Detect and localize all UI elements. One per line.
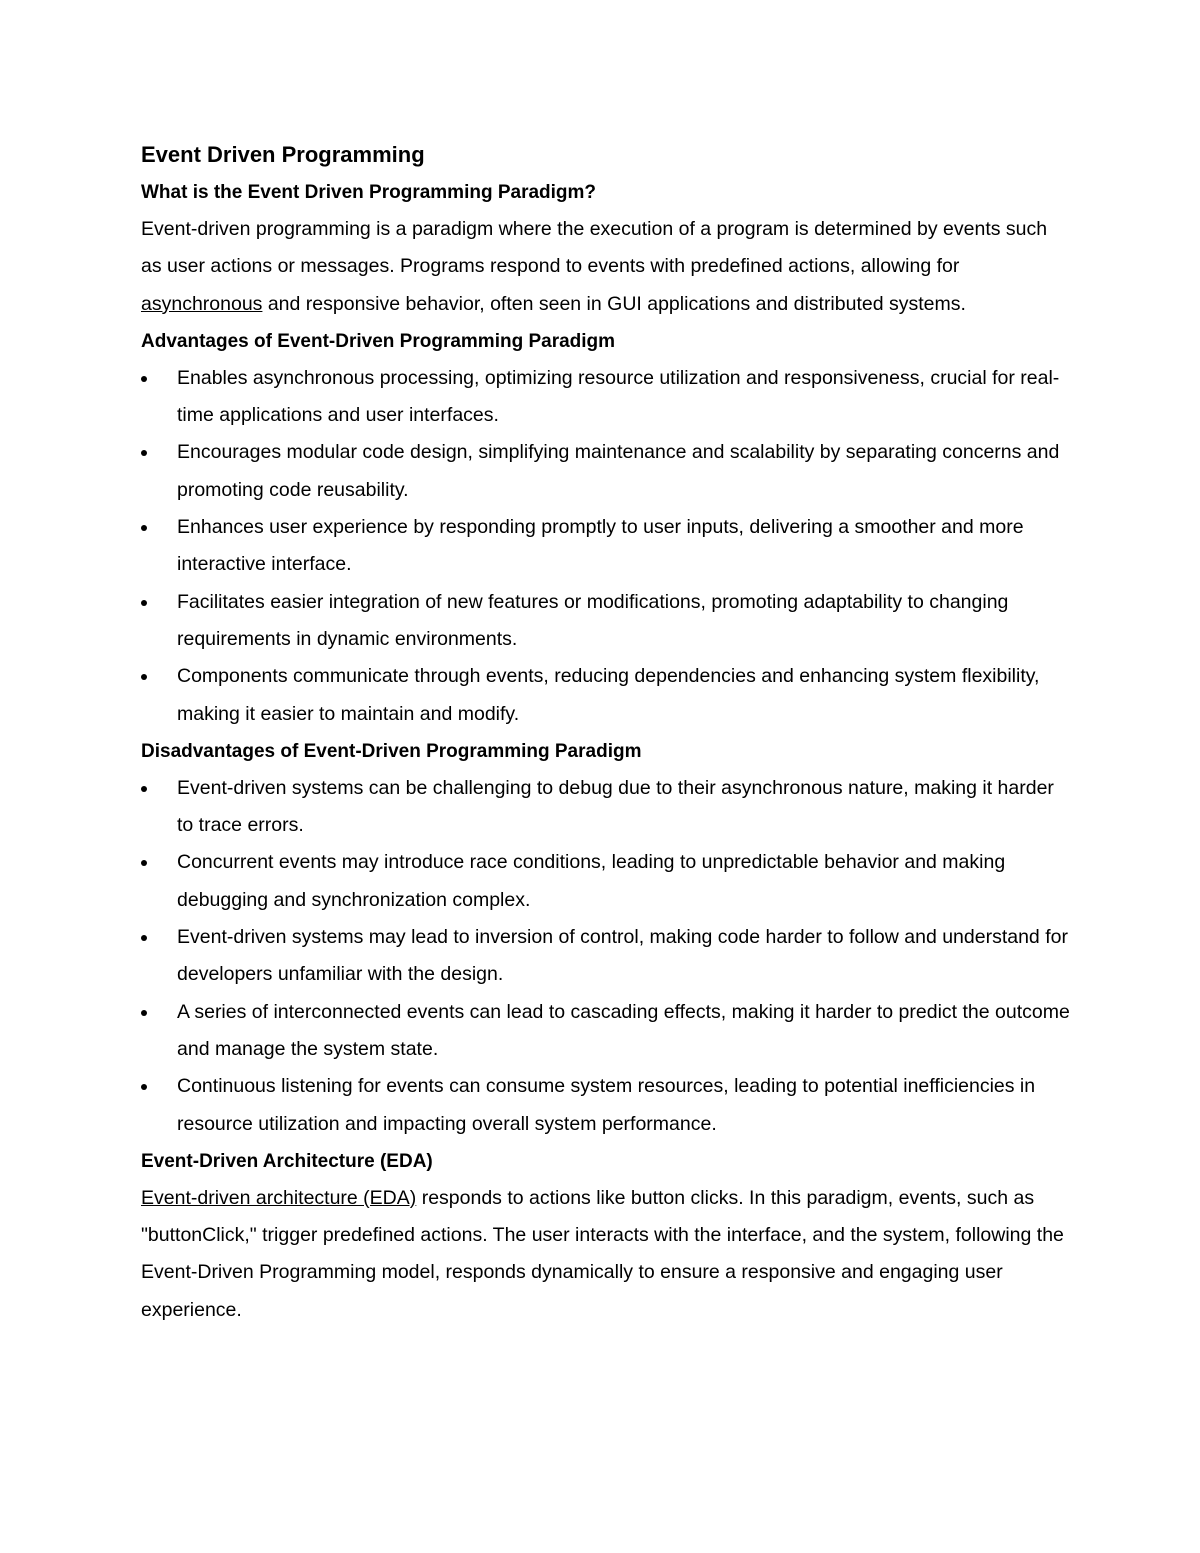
bullet-icon xyxy=(141,786,147,792)
list-item-text: Event-driven systems can be challenging to debug due to their asynchronous nature, making it harder to trace errors. xyxy=(177,776,1054,837)
list-item-text: Facilitates easier integration of new features or modifications, promoting adaptability to changing requirements in dynamic environments. xyxy=(177,590,1009,650)
bullet-icon xyxy=(141,525,147,531)
document-title: Event Driven Programming xyxy=(141,142,425,167)
section-heading-what-is: What is the Event Driven Programming Paradigm? xyxy=(141,182,597,203)
bullet-icon xyxy=(141,860,147,866)
list-item xyxy=(141,360,1071,435)
bullet-icon xyxy=(141,1010,147,1016)
bullet-icon xyxy=(141,600,147,606)
asynchronous-link[interactable]: asynchronous xyxy=(141,292,263,315)
list-item-text: A series of interconnected events can lead to cascading effects, making it harder to predict the outcome and manage the system state. xyxy=(177,1000,1070,1060)
list-item xyxy=(141,658,1071,733)
bullet-icon xyxy=(141,376,147,382)
list-item-text: Event-driven systems may lead to inversion of control, making code harder to follow and understand for developers unfamiliar with the design. xyxy=(177,926,1068,986)
eda-text: responds to actions like button clicks. In this paradigm, events, such as "buttonClick," trigger predefined actions. The user interacts with the interface, and the system, following the Event-Driven Programming model, responds dynamically to ensure a responsive and engaging user experience. xyxy=(141,1186,1064,1321)
eda-link[interactable]: Event-driven architecture (EDA) xyxy=(141,1186,417,1209)
section-heading-advantages: Advantages of Event-Driven Programming Paradigm xyxy=(141,330,616,352)
list-item xyxy=(141,434,1071,509)
list-item xyxy=(141,1068,1071,1143)
list-item-text: Enhances user experience by responding promptly to user inputs, delivering a smoother and more interactive interface. xyxy=(177,516,1024,576)
bullet-icon xyxy=(141,674,147,680)
list-item xyxy=(141,844,1071,919)
list-item xyxy=(141,994,1071,1069)
list-item xyxy=(141,919,1071,994)
list-item-text: Components communicate through events, reducing dependencies and enhancing system flexibility, making it easier to maintain and modify. xyxy=(177,665,1040,725)
list-item-text: Enables asynchronous processing, optimizing resource utilization and responsiveness, crucial for real-time applications and user interfaces. xyxy=(177,366,1060,427)
intro-text-part2: and responsive behavior, often seen in GUI applications and distributed systems. xyxy=(262,292,966,315)
list-item-text: Concurrent events may introduce race conditions, leading to unpredictable behavior and making debugging and synchronization complex. xyxy=(177,851,1006,911)
list-item-text: Continuous listening for events can consume system resources, leading to potential inefficiencies in resource utilization and impacting overall system performance. xyxy=(177,1075,1036,1135)
advantages-list xyxy=(141,360,1071,733)
section-heading-disadvantages: Disadvantages of Event-Driven Programming Paradigm xyxy=(141,740,642,762)
list-item xyxy=(141,509,1071,584)
document-page xyxy=(141,136,1071,1329)
list-item-text: Encourages modular code design, simplifying maintenance and scalability by separating concerns and promoting code reusability. xyxy=(177,441,1060,501)
intro-paragraph xyxy=(141,211,1071,323)
bullet-icon xyxy=(141,1084,147,1090)
list-item xyxy=(141,584,1071,659)
intro-text-part1: Event-driven programming is a paradigm where the execution of a program is determined by events such as user actions or messages. Programs respond to events with predefined actions, allowing for xyxy=(141,218,1048,278)
list-item xyxy=(141,770,1071,845)
bullet-icon xyxy=(141,935,147,941)
eda-paragraph xyxy=(141,1180,1071,1329)
bullet-icon xyxy=(141,450,147,456)
section-heading-eda: Event-Driven Architecture (EDA) xyxy=(141,1150,433,1172)
disadvantages-list xyxy=(141,770,1071,1143)
